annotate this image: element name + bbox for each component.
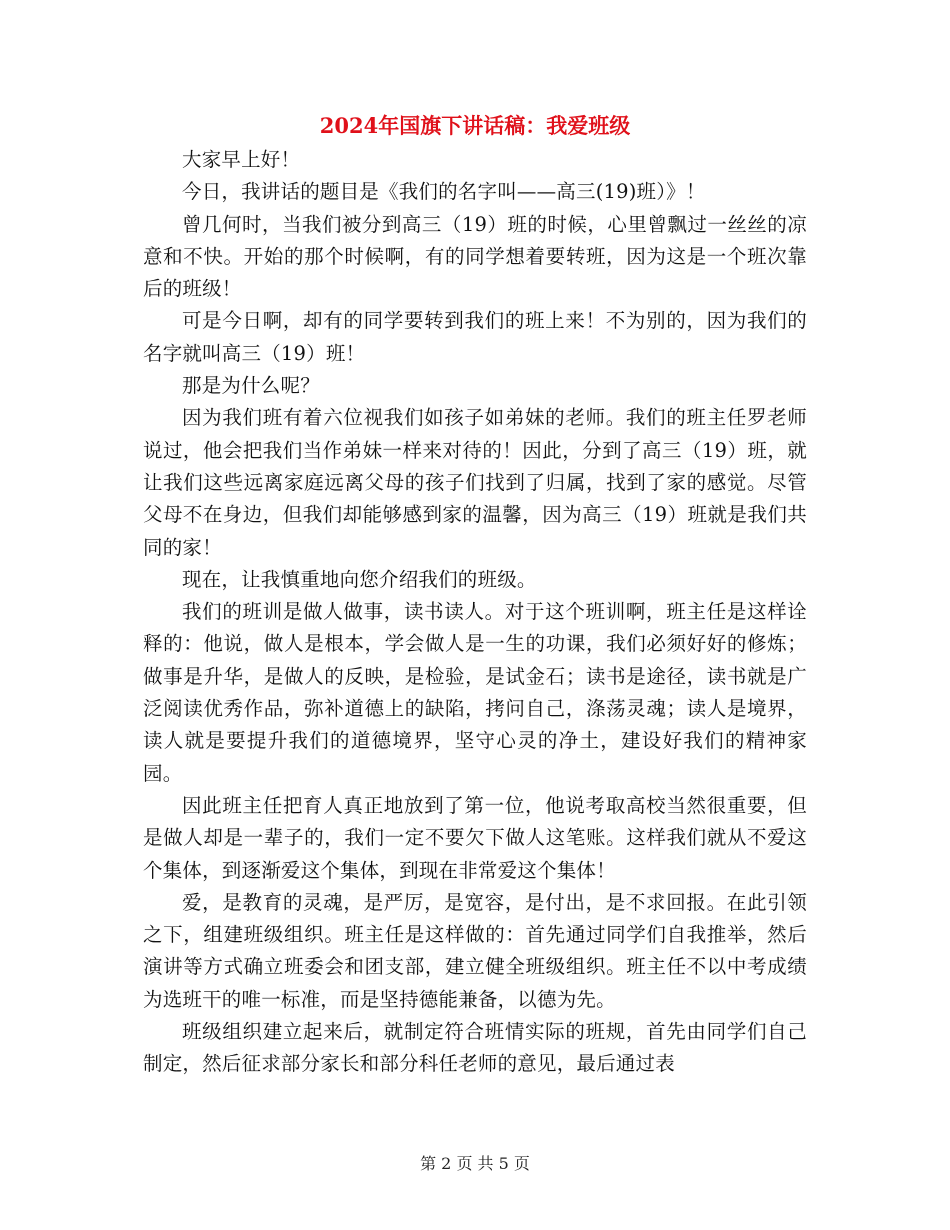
page-footer bbox=[0, 1152, 950, 1176]
paragraph: 因为我们班有着六位视我们如孩子如弟妹的老师。我们的班主任罗老师说过，他会把我们当作弟妹一样来对待的！因此，分到了高三（19）班，就让我们这些远离家庭远离父母的孩子们找到了归属，找到了家的感觉。尽管父母不在身边，但我们却能够感到家的温馨，因为高三（19）班就是我们共同的家！ bbox=[143, 406, 807, 559]
document-body bbox=[143, 144, 807, 1081]
paragraph: 曾几何时，当我们被分到高三（19）班的时候，心里曾飘过一丝丝的凉意和不快。开始的那个时候啊，有的同学想着要转班，因为这是一个班次靠后的班级！ bbox=[143, 212, 807, 301]
paragraph: 现在，让我慎重地向您介绍我们的班级。 bbox=[182, 567, 537, 591]
paragraph: 可是今日啊，却有的同学要转到我们的班上来！不为别的，因为我们的名字就叫高三（19）班！ bbox=[143, 309, 807, 365]
paragraph: 那是为什么呢？ bbox=[182, 374, 320, 398]
page-number-label: 第 2 页 共 5 页 bbox=[420, 1154, 530, 1173]
paragraph: 我们的班训是做人做事，读书读人。对于这个班训啊，班主任是这样诠释的：他说，做人是根本，学会做人是一生的功课，我们必须好好的修炼；做事是升华，是做人的反映，是检验，是试金石；读书是途径，读书就是广泛阅读优秀作品，弥补道德上的缺陷，拷问自己，涤荡灵魂；读人是境界，读人就是要提升我们的道德境界，坚守心灵的净土，建设好我们的精神家园。 bbox=[143, 600, 807, 785]
document-title: 2024年国旗下讲话稿：我爱班级 bbox=[319, 113, 631, 138]
paragraph: 大家早上好！ bbox=[182, 148, 301, 171]
paragraph: 班级组织建立起来后，就制定符合班情实际的班规，首先由同学们自己制定，然后征求部分家长和部分科任老师的意见，最后通过表 bbox=[143, 1020, 807, 1076]
paragraph: 爱，是教育的灵魂，是严厉，是宽容，是付出，是不求回报。在此引领之下，组建班级组织。班主任是这样做的：首先通过同学们自我推举，然后演讲等方式确立班委会和团支部，建立健全班级组织。班主任不以中考成绩为选班干的唯一标准，而是坚持德能兼备，以德为先。 bbox=[143, 890, 807, 1011]
paragraph: 因此班主任把育人真正地放到了第一位，他说考取高校当然很重要，但是做人却是一辈子的，我们一定不要欠下做人这笔账。这样我们就从不爱这个集体，到逐渐爱这个集体，到现在非常爱这个集体！ bbox=[143, 793, 807, 882]
paragraph: 今日，我讲话的题目是《我们的名字叫——高三(19)班）》！ bbox=[182, 180, 706, 204]
